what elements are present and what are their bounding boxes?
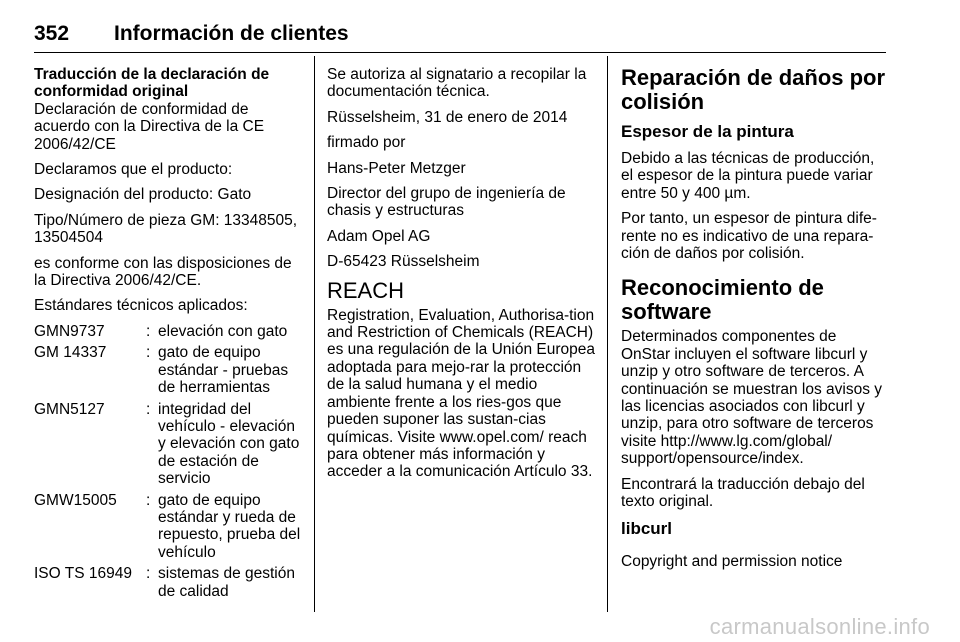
declaration-paragraph: Declaramos que el producto:: [34, 161, 233, 179]
software-heading: Reconocimiento de software: [621, 275, 824, 325]
copyright-notice: Copyright and permission notice: [621, 552, 843, 570]
standards-table: [34, 323, 302, 600]
standard-code: ISO TS 16949: [34, 565, 132, 583]
company-name: Adam Opel AG: [327, 227, 431, 245]
page-number: 352: [34, 22, 70, 45]
column-divider-1: [314, 56, 315, 612]
declaration-paragraph: Tipo/Número de pieza GM: 13348505, 13504504: [34, 211, 298, 247]
paint-paragraph: Debido a las técnicas de producción, el espesor de la pintura puede variar entre 50 y 400 µm.: [621, 150, 875, 202]
software-paragraph: Determinados componentes de OnStar incluyen el software libcurl y unzip y otro software de terceros. A continuación se muestran los avisos y las licencias asociados con libcurl y unzip, para otro software de terceros visite http://www.lg.com/global/ support/opensource/index.: [621, 328, 883, 468]
signatory-name: Hans-Peter Metzger: [327, 159, 466, 177]
standard-description: gato de equipo estándar - pruebas de herramientas: [158, 344, 289, 397]
standard-code: GMW15005: [34, 491, 117, 509]
standards-row: [34, 492, 302, 566]
reach-heading: REACH: [327, 277, 405, 303]
standard-separator: :: [146, 322, 151, 340]
page-title: Información de clientes: [114, 22, 349, 45]
declaration-paragraph: es conforme con las disposiciones de la Directiva 2006/42/CE.: [34, 254, 292, 290]
standard-separator: :: [146, 344, 151, 362]
standard-description: integridad del vehículo - elevación y elevación con gato de estación de servicio: [158, 400, 300, 488]
standard-separator: :: [146, 400, 151, 418]
standards-row: [34, 323, 302, 344]
standard-code: GMN5127: [34, 400, 105, 418]
standards-row: [34, 401, 302, 492]
column-divider-2: [607, 56, 608, 612]
paint-thickness-heading: Espesor de la pintura: [621, 122, 794, 141]
declaration-paragraph: Declaración de conformidad de acuerdo con la Directiva de la CE 2006/42/CE: [34, 100, 265, 153]
repair-heading: Reparación de daños por colisión: [621, 65, 886, 114]
place-date: Rüsselsheim, 31 de enero de 2014: [327, 108, 568, 126]
signatory-role: Director del grupo de ingeniería de chasis y estructuras: [327, 185, 566, 220]
standard-code: GMN9737: [34, 322, 105, 340]
translation-note: Encontrará la traducción debajo del texto original.: [621, 475, 865, 511]
column-1: [34, 66, 302, 600]
standard-description: gato de equipo estándar y rueda de repuesto, prueba del vehículo: [158, 491, 301, 561]
signed-by: firmado por: [327, 134, 406, 152]
declaration-heading: Traducción de la declaración de conformidad original: [34, 66, 270, 101]
standards-row: [34, 344, 302, 400]
standard-description: sistemas de gestión de calidad: [158, 565, 295, 600]
page-header: [34, 20, 886, 53]
standard-description: elevación con gato: [158, 322, 288, 340]
standard-separator: :: [146, 565, 151, 583]
column-3: [621, 66, 889, 578]
libcurl-heading: libcurl: [621, 518, 673, 538]
column-2: [327, 66, 595, 489]
standard-code: GM 14337: [34, 344, 107, 362]
standards-row: [34, 565, 302, 600]
reach-paragraph: Registration, Evaluation, Authorisa-tion and Restriction of Chemicals (REACH) es una regulación de la Unión Europea adoptada para mejo-rar la protección de la salud humana y el medio ambiente frente a los ries-gos que pueden suponer las sustan-cias químicas. Visite www.opel.com/ reach para obtener más información y acceder a la comunicación Artículo 33.: [327, 306, 595, 481]
declaration-paragraph: Estándares técnicos aplicados:: [34, 297, 248, 315]
paint-paragraph: Por tanto, un espesor de pintura dife-rente no es indicativo de una repara-ción de daños por colisión.: [621, 210, 877, 263]
signatory-paragraph: Se autoriza al signatario a recopilar la documentación técnica.: [327, 66, 587, 101]
watermark: carmanualsonline.info: [709, 614, 930, 639]
company-address: D-65423 Rüsselsheim: [327, 253, 480, 271]
standard-separator: :: [146, 491, 151, 509]
declaration-paragraph: Designación del producto: Gato: [34, 186, 252, 204]
